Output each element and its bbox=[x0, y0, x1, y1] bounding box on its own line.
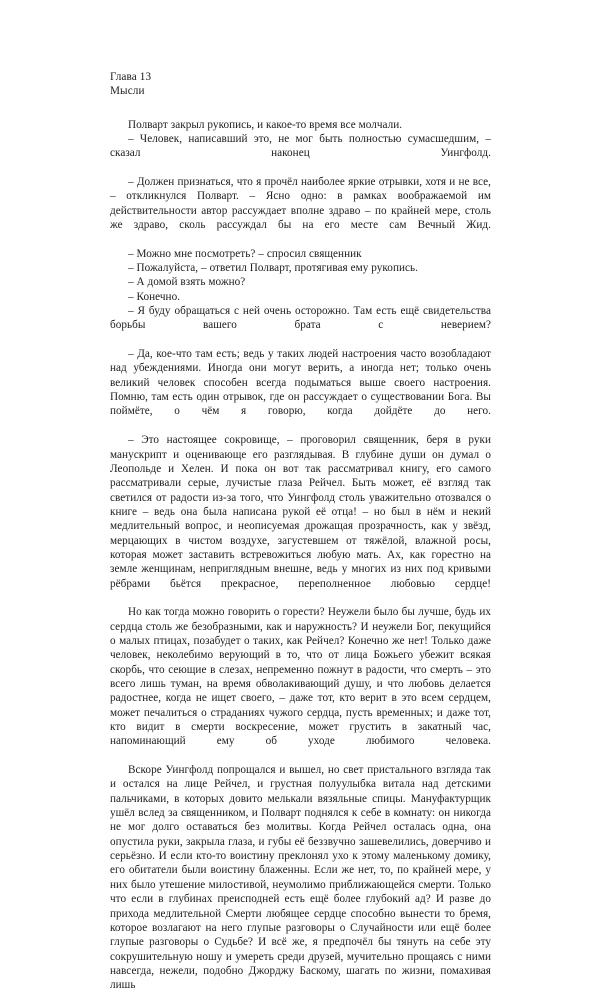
paragraph: – Да, кое-что там есть; ведь у таких людей настроения часто возобладают над убеждениями. Иногда они могут верить, а иногда нет; только очень великий человек способен всегда подыматься выше своего настроения. Помню, там есть один отрывок, где он рассуждает о существовании Бога. Вы поймёте, о чём я говорю, когда дойдёте до него. bbox=[110, 348, 491, 418]
paragraph: – Должен признаться, что я прочёл наиболее яркие отрывки, хотя и не все, – откликнулся Полварт. – Ясно одно: в рамках воображаемой им действительности автор рассуждает вполне здраво – по крайней мере, столь же здраво, сколь рассуждал бы на его месте сам Вечный Жид. bbox=[110, 175, 491, 231]
paragraph: Но как тогда можно говорить о горести? Неужели было бы лучше, будь их сердца столь же безобразными, как и наружность? И неужели Бог, пекущийся о малых птицах, позабудет о таких, как Рейчел? Конечно же нет! Только даже человек, неколебимо верующий в то, что от лица Божьего убежит всякая скорбь, что сеющие в слезах, непременно пожнут в радости, что смерть – это всего лишь туман, на время обволакивающий душу, и что любовь делается радостнее, когда не ищет своего, – даже тот, кто верит в это всем сердцем, может печалиться о страданиях чужого сердца, пусть временных; и даже тот, кто видит в смерти воскресение, может грустить в закатный час, напоминающий ему об уходе любимого человека. bbox=[110, 606, 491, 748]
paragraph: – Пожалуйста, – ответил Полварт, протягивая ему рукопись. bbox=[128, 262, 419, 275]
chapter-title: Мысли bbox=[110, 85, 145, 98]
chapter-number: Глава 13 bbox=[110, 71, 152, 83]
paragraph: – Это настоящее сокровище, – проговорил священник, беря в руки манускрипт и оценивающе его разглядывая. В глубине души он думал о Леопольде и Хелен. И пока он вот так рассматривал книгу, его самого рассматривали серые, лучистые глаза Рейчел. Быть может, её взгляд так светился от радости из-за того, что Уингфолд столь уважительно отозвался о книге – ведь она была написана рукой её отца! – но был в нём и некий медлительный вопрос, и неописуемая дрожащая прозрачность, как у звёзд, мерцающих в чистом воздухе, загустевшем от тяжёлой, влажной росы, которая может заставить встревожиться любую мать. Ах, как горестно на земле женщинам, неприглядным внешне, ведь у многих из них под кривыми рёбрами бьётся прекрасное, переполненное любовью сердце! bbox=[110, 434, 491, 590]
paragraph: – А домой взять можно? bbox=[128, 276, 246, 289]
paragraph: Вскоре Уингфолд попрощался и вышел, но свет пристального взгляда так и остался на лице Рейчел, и грустная полуулыбка витала над детскими пальчиками, в которых довито мелькали вязяльные спицы. Мануфактурщик ушёл вслед за священником, и Полварт поднялся к себе в комнату: он никогда не мог долго оставаться без молитвы. Когда Рейчел осталась одна, она опустила руки, закрыла глаза, и губы её беззвучно зашевелились, доверчиво и серьёзно. И если кто-то воистину преклонял ухо к этому маленькому домику, его обитатели были воистину блаженны. Если же нет, то, по крайней мере, у них было утешение милостивой, неумолимо приближающейся смерти. Только что если в глубинах преисподней есть ещё более глубокий ад? И разве до прихода медлительной Смерти любящее сердце способно вынести то бремя, которое возлагают на него глупые разговоры о Случайности или ещё более глупые разговоры о Судьбе? И всё же, я предпочёл бы тянуть на себе эту сокрушительную ношу и умереть среди друзей, мучительно прощаясь с ними навсегда, нежели, подобно Джорджу Баскому, шагать по жизни, помахивая лишь bbox=[110, 764, 491, 992]
text-column bbox=[110, 70, 491, 1007]
paragraph: – Я буду обращаться с ней очень осторожно. Там есть ещё свидетельства борьбы вашего брата с неверием? bbox=[110, 305, 491, 332]
chapter-heading bbox=[110, 70, 491, 99]
paragraph: Полварт закрыл рукопись, и какое-то время все молчали. bbox=[128, 118, 403, 131]
heading-spacer bbox=[110, 99, 491, 118]
paragraph: – Можно мне посмотреть? – спросил священник bbox=[128, 247, 362, 260]
paragraph: – Конечно. bbox=[128, 290, 181, 303]
paragraph: – Человек, написавший это, не мог быть полностью сумасшедшим, – сказал наконец Уингфолд. bbox=[110, 132, 491, 160]
